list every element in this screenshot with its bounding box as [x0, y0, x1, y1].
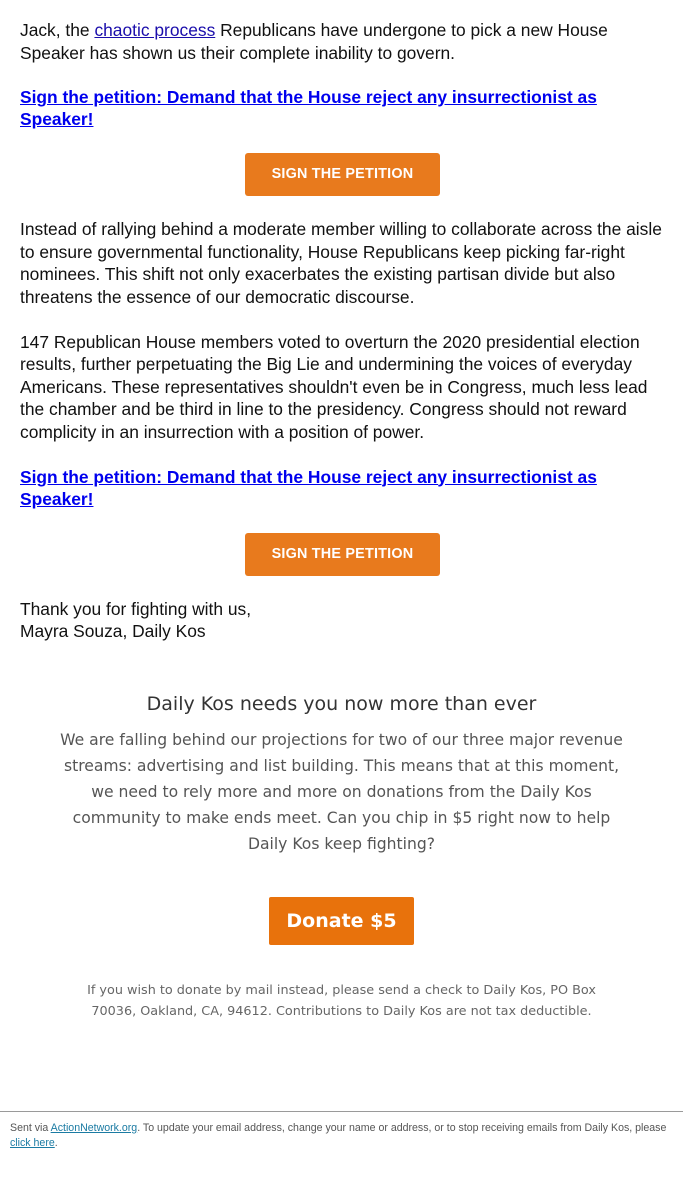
paragraph-3: 147 Republican House members voted to overturn the 2020 presidential election results, further perpetuating the Big Lie and undermining the voices of everyday Americans. These representatives shouldn't even be in Congress, much less lead the chamber and be third in line to the presidency. Congress should not reward complicity in an insurrection with a position of power.	[20, 331, 648, 442]
sign-petition-button-1[interactable]: SIGN THE PETITION	[245, 153, 440, 196]
cta-link-2-wrap	[20, 466, 665, 510]
daily-kos-title: Daily Kos needs you now more than ever	[146, 693, 537, 715]
footer-middle: . To update your email address, change your name or address, or to stop receiving emails from Daily Kos, please	[137, 1122, 667, 1134]
footer-suffix: .	[54, 1137, 58, 1149]
signoff	[20, 598, 665, 643]
button-1-wrap	[20, 153, 665, 196]
daily-kos-appeal: We are falling behind our projections for two of our three major revenue streams: advertising and list building. This means that at this moment, we need to rely more and more on donations from the Daily Kos community to make ends meet. Can you chip in $5 right now to help Daily Kos keep fighting?	[60, 731, 623, 853]
donate-5-button[interactable]: Donate $5	[269, 897, 414, 945]
email-body	[20, 19, 665, 643]
chaotic-process-link[interactable]: chaotic process	[94, 20, 216, 40]
cta-link-1-wrap	[20, 86, 665, 130]
sign-petition-link-1[interactable]: Sign the petition: Demand that the House reject any insurrectionist as Speaker!	[20, 87, 597, 130]
footer	[10, 1121, 675, 1151]
intro-suffix: Republicans have undergone to pick a new House Speaker has shown us their complete inability to govern.	[20, 20, 608, 63]
sign-petition-link-2[interactable]: Sign the petition: Demand that the House reject any insurrectionist as Speaker!	[20, 466, 597, 509]
actionnetwork-link[interactable]: ActionNetwork.org	[50, 1122, 138, 1134]
signoff-line-2: Mayra Souza, Daily Kos	[20, 621, 206, 642]
footer-prefix: Sent via	[10, 1122, 51, 1134]
footer-divider	[0, 1111, 683, 1112]
mail-donation-note: If you wish to donate by mail instead, please send a check to Daily Kos, PO Box 70036, Oakland, CA, 94612. Contributions to Daily Kos are not tax deductible.	[87, 983, 596, 1019]
sign-petition-button-2[interactable]: SIGN THE PETITION	[245, 533, 440, 576]
button-2-wrap	[20, 533, 665, 576]
intro-paragraph	[20, 19, 665, 64]
signoff-line-1: Thank you for fighting with us,	[20, 598, 252, 619]
intro-prefix: Jack, the	[20, 20, 95, 40]
paragraph-2: Instead of rallying behind a moderate member willing to collaborate across the aisle to ensure governmental functionality, House Republicans keep picking far-right nominees. This shift not only exacerbates the existing partisan divide but also threatens the essence of our democratic discourse.	[20, 219, 662, 307]
unsubscribe-link[interactable]: click here	[10, 1137, 55, 1149]
